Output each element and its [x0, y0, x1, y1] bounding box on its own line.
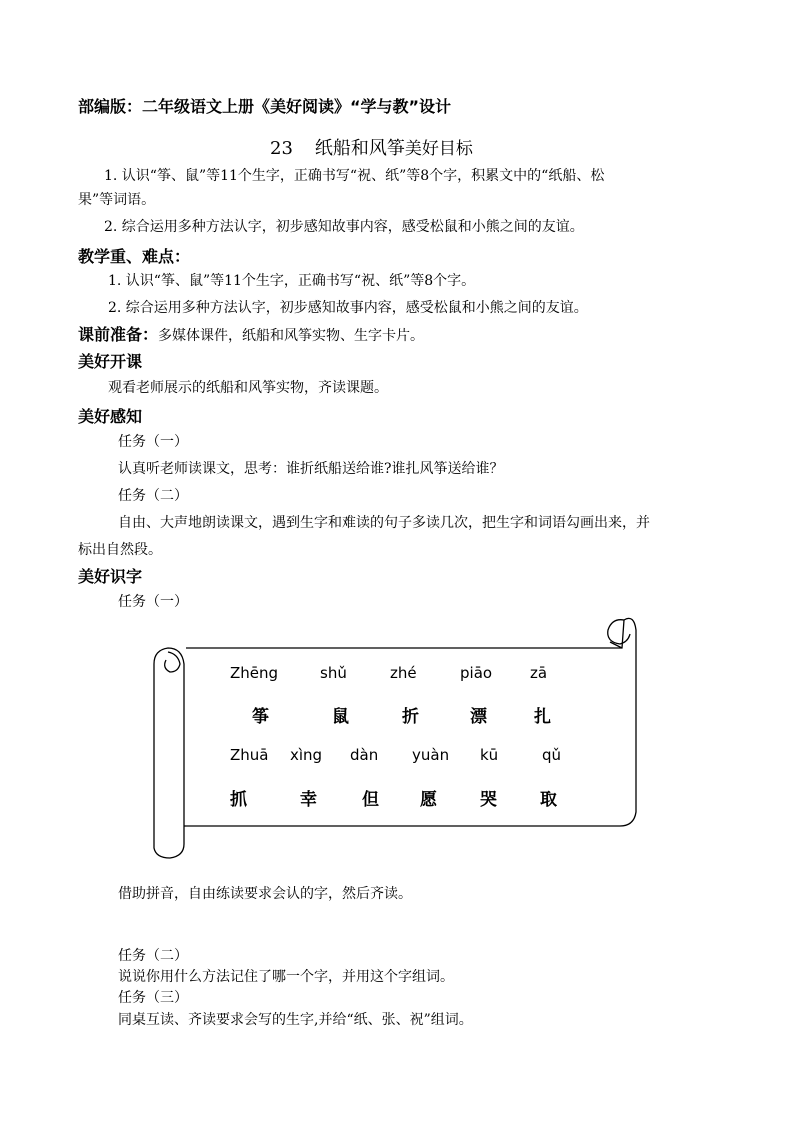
pinyin-qu: qǔ — [542, 746, 562, 764]
perception-task2-text-2: 标出自然段。 — [78, 542, 162, 558]
prep-text: 多媒体课件，纸船和风筝实物、生字卡片。 — [158, 328, 425, 344]
opening-text: 观看老师展示的纸船和风筝实物，齐读课题。 — [108, 380, 388, 396]
char-yuan: 愿 — [420, 790, 437, 810]
perception-task1-text: 认真听老师读课文，思考：谁折纸船送给谁?谁扎风筝送给谁？ — [118, 461, 504, 477]
prep-line — [78, 322, 424, 347]
pinyin-zheng: Zhēng — [230, 664, 279, 682]
pinyin-zhua: Zhuā — [230, 746, 269, 764]
char-xing: 幸 — [300, 790, 317, 810]
char-qu: 取 — [540, 790, 557, 810]
char-piao: 漂 — [470, 707, 487, 727]
goal-line-1: 1. 认识“筝、鼠”等11个生字，正确书写“祝、纸”等8个字，积累文中的“纸船、松 — [104, 168, 605, 184]
pinyin-za: zā — [530, 664, 548, 682]
lesson-goal-label: 美好目标 — [404, 139, 473, 159]
prep-heading: 课前准备： — [78, 325, 159, 344]
lesson-title — [270, 134, 473, 160]
pinyin-xing: xìng — [290, 746, 323, 764]
document-title: 部编版：二年级语文上册《美好阅读》“学与教”设计 — [78, 97, 452, 116]
char-zhe: 折 — [402, 707, 419, 727]
key-point-2: 2. 综合运用多种方法认字，初步感知故事内容，感受松鼠和小熊之间的友谊。 — [108, 300, 588, 316]
key-point-1: 1. 认识“筝、鼠”等11个生字，正确书写“祝、纸”等8个字。 — [108, 273, 476, 289]
pinyin-yuan: yuàn — [412, 746, 450, 764]
goal-line-3: 2. 综合运用多种方法认字，初步感知故事内容，感受松鼠和小熊之间的友谊。 — [104, 219, 584, 235]
char-dan: 但 — [362, 790, 379, 810]
lesson-name: 纸船和风筝 — [314, 138, 405, 159]
key-points-heading: 教学重、难点： — [78, 247, 191, 266]
char-za: 扎 — [534, 707, 551, 727]
literacy-task1-label: 任务（一） — [118, 594, 188, 610]
perception-heading: 美好感知 — [78, 407, 143, 426]
pinyin-dan: dàn — [350, 746, 379, 764]
literacy-after-scroll: 借助拼音，自由练读要求会认的字，然后齐读。 — [118, 886, 412, 902]
pinyin-piao: piāo — [460, 664, 493, 682]
literacy-task2-label: 任务（二） — [118, 948, 188, 964]
pinyin-zhe: zhé — [390, 664, 417, 682]
char-shu: 鼠 — [332, 707, 349, 727]
literacy-task2-text: 说说你用什么方法记住了哪一个字，并用这个字组词。 — [118, 969, 454, 985]
perception-task2-text-1: 自由、大声地朗读课文，遇到生字和难读的句子多读几次，把生字和词语勾画出来，并 — [118, 515, 650, 531]
opening-heading: 美好开课 — [78, 352, 143, 371]
literacy-heading: 美好识字 — [78, 567, 143, 586]
goal-line-2: 果”等词语。 — [78, 192, 156, 208]
scroll-frame — [150, 612, 640, 862]
perception-task1-label: 任务（一） — [118, 434, 188, 450]
pinyin-ku: kū — [480, 746, 499, 764]
char-ku: 哭 — [480, 790, 497, 810]
char-zheng: 筝 — [252, 707, 269, 727]
literacy-task3-text: 同桌互读、齐读要求会写的生字,并给“纸、张、祝”组词。 — [118, 1012, 473, 1028]
literacy-task3-label: 任务（三） — [118, 990, 188, 1006]
lesson-number: 23 — [270, 138, 293, 159]
pinyin-scroll — [150, 612, 640, 862]
perception-task2-label: 任务（二） — [118, 488, 188, 504]
pinyin-shu: shǔ — [320, 664, 347, 682]
char-zhua: 抓 — [230, 790, 247, 810]
